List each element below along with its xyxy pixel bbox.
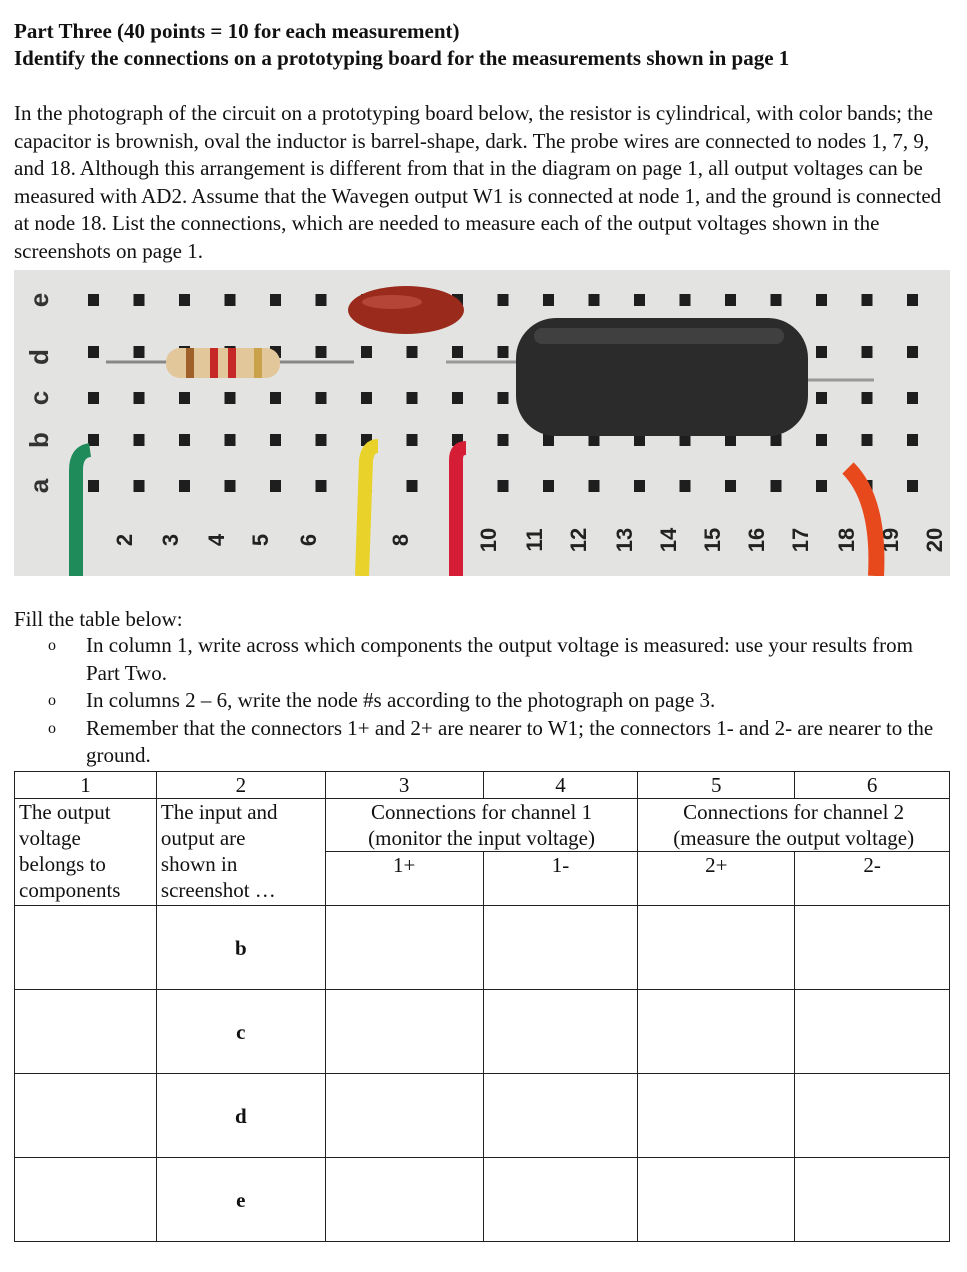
col-number-1: 1: [15, 772, 157, 799]
col-number: 20: [922, 527, 947, 553]
breadboard-hole: [316, 346, 327, 358]
breadboard-hole: [316, 434, 327, 446]
breadboard-hole: [771, 480, 782, 492]
col-number: 19: [878, 527, 903, 553]
part-subtitle: Identify the connections on a prototyping board for the measurements shown in page 1: [14, 46, 790, 70]
breadboard-hole: [134, 294, 145, 306]
instructions-paragraph: In the photograph of the circuit on a prototyping board below, the resistor is cylindrical, with color bands; the capacitor is brownish, oval the inductor is barrel-shape, dark. The probe wires are connected to nodes 1, 7, 9, and 18. Although this arrangement is different from that in the diagram on page 1, all output voltages can be measured with AD2. Assume that the Wavegen output W1 is connected at node 1, and the ground is connected at node 18. List the connections, which are needed to measure each of the output voltages shown in the screenshots on page 1.: [14, 101, 942, 263]
breadboard-hole: [88, 434, 99, 446]
breadboard-hole: [498, 294, 509, 306]
sub-header-2plus: 2+: [638, 852, 795, 906]
answer-cell[interactable]: [795, 1158, 950, 1242]
breadboard-hole: [270, 294, 281, 306]
breadboard-hole: [498, 346, 509, 358]
breadboard-hole: [225, 480, 236, 492]
breadboard-hole: [179, 480, 190, 492]
row-letter-b: b: [24, 432, 54, 448]
breadboard-hole: [543, 480, 554, 492]
col-number: 2: [112, 533, 137, 547]
col-number-5: 5: [638, 772, 795, 799]
breadboard-hole: [88, 346, 99, 358]
row-letter-a: a: [24, 478, 54, 494]
breadboard-hole: [862, 434, 873, 446]
breadboard-hole: [316, 392, 327, 404]
breadboard-hole: [407, 434, 418, 446]
breadboard-hole: [907, 294, 918, 306]
col-number: 10: [476, 527, 501, 553]
answer-cell[interactable]: [15, 1158, 157, 1242]
capacitor: [348, 286, 464, 334]
col-number: 4: [204, 533, 229, 547]
answer-cell[interactable]: [638, 1158, 795, 1242]
col-number: 17: [788, 527, 813, 553]
sub-header-1minus: 1-: [483, 852, 638, 906]
breadboard-hole: [680, 480, 691, 492]
part-title: Part Three (40 points = 10 for each measurement): [14, 19, 460, 43]
col-number: 6: [296, 533, 321, 547]
answer-cell[interactable]: [483, 1158, 638, 1242]
breadboard-hole: [816, 392, 827, 404]
breadboard-hole: [589, 480, 600, 492]
fill-table-title: Fill the table below:: [14, 607, 183, 631]
breadboard-hole: [634, 294, 645, 306]
breadboard-hole: [407, 392, 418, 404]
screenshot-label: d: [156, 1074, 325, 1158]
list-item: o In column 1, write across which components the output voltage is measured: use your results from Part Two.: [48, 633, 913, 685]
screenshot-label: e: [156, 1158, 325, 1242]
breadboard-hole: [907, 346, 918, 358]
breadboard-hole: [862, 346, 873, 358]
breadboard-hole: [634, 480, 645, 492]
breadboard-hole: [134, 346, 145, 358]
breadboard-hole: [134, 480, 145, 492]
col-number: 11: [522, 528, 547, 552]
answer-cell[interactable]: [325, 906, 483, 990]
answer-cell[interactable]: [795, 1074, 950, 1158]
connections-table: [14, 771, 950, 1242]
answer-cell[interactable]: [483, 990, 638, 1074]
answer-cell[interactable]: [325, 1158, 483, 1242]
breadboard-hole: [771, 434, 782, 446]
col-number: 18: [834, 527, 859, 553]
breadboard-hole: [316, 480, 327, 492]
resistor: [166, 348, 280, 378]
col-number: 15: [700, 527, 725, 553]
row-letter-c: c: [24, 390, 54, 406]
table-row: [15, 1074, 950, 1158]
breadboard-hole: [134, 392, 145, 404]
table-row: [15, 990, 950, 1074]
table-row: [15, 1158, 950, 1242]
breadboard-hole: [498, 480, 509, 492]
breadboard-hole: [862, 294, 873, 306]
breadboard-hole: [88, 392, 99, 404]
breadboard-hole: [225, 434, 236, 446]
breadboard-hole: [270, 392, 281, 404]
breadboard-hole: [498, 392, 509, 404]
answer-cell[interactable]: [15, 990, 157, 1074]
answer-cell[interactable]: [638, 1074, 795, 1158]
breadboard-hole: [179, 392, 190, 404]
answer-cell[interactable]: [483, 1074, 638, 1158]
col-number-2: 2: [156, 772, 325, 799]
col1-header: The output voltage belongs to components: [15, 799, 157, 906]
col-number: 16: [744, 527, 769, 553]
table-row: [15, 906, 950, 990]
answer-cell[interactable]: [795, 990, 950, 1074]
answer-cell[interactable]: [795, 906, 950, 990]
breadboard-photo: [14, 270, 950, 576]
breadboard-hole: [452, 392, 463, 404]
col-number: 3: [158, 533, 183, 547]
breadboard-hole: [316, 294, 327, 306]
breadboard-hole: [225, 294, 236, 306]
channel1-header: Connections for channel 1 (monitor the input voltage): [325, 799, 638, 852]
screenshot-label: b: [156, 906, 325, 990]
col-number: 14: [656, 527, 681, 553]
answer-cell[interactable]: [325, 1074, 483, 1158]
breadboard-hole: [862, 392, 873, 404]
breadboard-hole: [498, 434, 509, 446]
bullet-list: [40, 632, 950, 770]
breadboard-hole: [270, 434, 281, 446]
answer-cell[interactable]: [483, 906, 638, 990]
breadboard-hole: [88, 480, 99, 492]
col-number: 12: [566, 527, 591, 553]
breadboard-hole: [179, 294, 190, 306]
col-number-4: 4: [483, 772, 638, 799]
row-letter-e: e: [24, 292, 54, 308]
list-item: o In columns 2 – 6, write the node #s according to the photograph on page 3.: [48, 688, 716, 712]
breadboard-hole: [134, 434, 145, 446]
breadboard-hole: [361, 346, 372, 358]
breadboard-hole: [680, 294, 691, 306]
breadboard-hole: [452, 346, 463, 358]
breadboard-hole: [179, 434, 190, 446]
col-number: 13: [612, 527, 637, 553]
breadboard-hole: [816, 346, 827, 358]
breadboard-hole: [407, 480, 418, 492]
breadboard-hole: [225, 392, 236, 404]
breadboard-hole: [816, 294, 827, 306]
breadboard-hole: [771, 294, 782, 306]
breadboard-hole: [361, 392, 372, 404]
breadboard-hole: [270, 480, 281, 492]
breadboard-hole: [816, 434, 827, 446]
col-number: 5: [248, 533, 273, 547]
row-letter-d: d: [24, 349, 54, 365]
breadboard-hole: [407, 346, 418, 358]
breadboard-hole: [725, 480, 736, 492]
answer-cell[interactable]: [638, 906, 795, 990]
answer-cell[interactable]: [638, 990, 795, 1074]
screenshot-label: c: [156, 990, 325, 1074]
answer-cell[interactable]: [325, 990, 483, 1074]
breadboard-hole: [907, 392, 918, 404]
col-number-6: 6: [795, 772, 950, 799]
sub-header-2minus: 2-: [795, 852, 950, 906]
breadboard-hole: [589, 294, 600, 306]
breadboard-hole: [543, 294, 554, 306]
answer-cell[interactable]: [15, 1074, 157, 1158]
breadboard-hole: [907, 480, 918, 492]
col2-header: The input and output are shown in screenshot …: [156, 799, 325, 906]
breadboard-hole: [725, 294, 736, 306]
breadboard-hole: [88, 294, 99, 306]
answer-cell[interactable]: [15, 906, 157, 990]
breadboard-hole: [816, 480, 827, 492]
sub-header-1plus: 1+: [325, 852, 483, 906]
channel2-header: Connections for channel 2 (measure the output voltage): [638, 799, 950, 852]
col-number: 8: [388, 533, 413, 547]
breadboard-hole: [907, 434, 918, 446]
list-item: o Remember that the connectors 1+ and 2+ are nearer to W1; the connectors 1- and 2- are nearer to the ground.: [48, 715, 934, 767]
col-number-3: 3: [325, 772, 483, 799]
